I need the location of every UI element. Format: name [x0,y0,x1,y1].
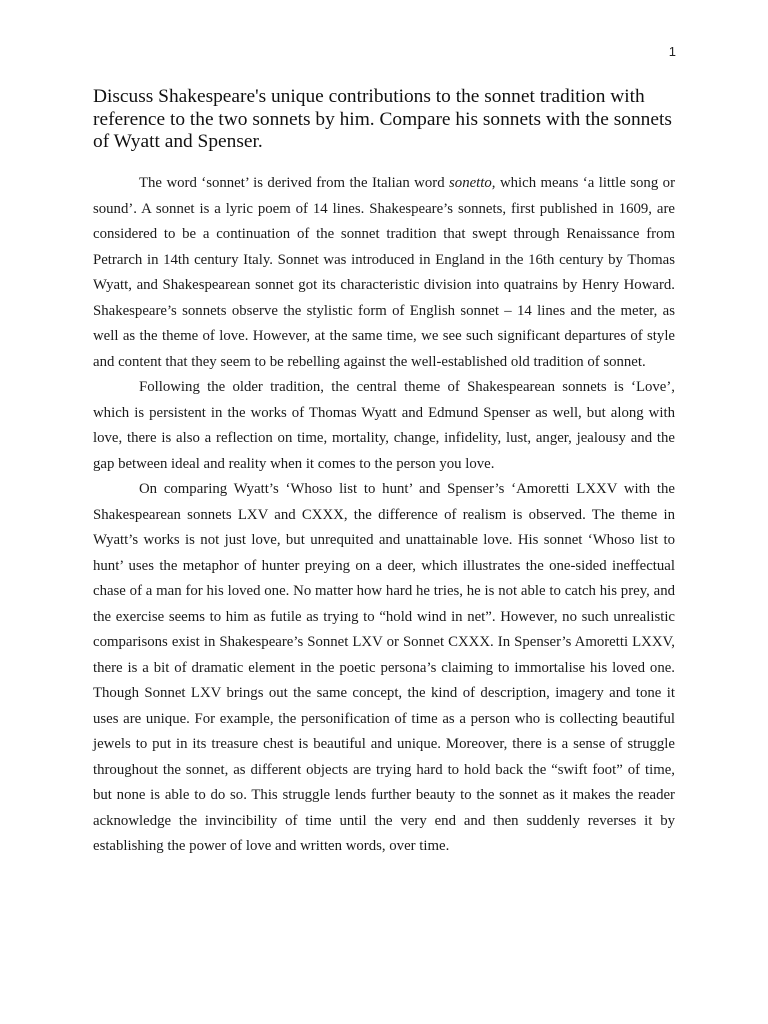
paragraph-3: On comparing Wyatt’s ‘Whoso list to hunt’ and Spenser’s ‘Amoretti LXXV with the Shakespearean sonnets LXV and CXXX, the difference of realism is observed. The theme in Wyatt’s works is not just love, but unrequited and unattainable love. His sonnet ‘Whoso list to hunt’ uses the metaphor of hunter preying on a deer, which illustrates the one-sided ineffectual chase of a man for his loved one. No matter how hard he tries, he is not able to catch his prey, and the exercise seems to him as futile as trying to “hold wind in net”. However, no such unrealistic comparisons exist in Shakespeare’s Sonnet LXV or Sonnet CXXX. In Spenser’s Amoretti LXXV, there is a bit of dramatic element in the poetic persona’s claiming to immortalise his loved one. Though Sonnet LXV brings out the same concept, the kind of description, imagery and tone it uses are unique. For example, the personification of time as a person who is collecting beautiful jewels to put in its treasure chest is beautiful and unique. Moreover, there is a sense of struggle throughout the sonnet, as different objects are trying hard to hold back the “swift foot” of time, but none is able to do so. This struggle lends further beauty to the sonnet as it makes the reader acknowledge the invincibility of time until the very end and then suddenly reverses it by establishing the power of love and written words, over time. [93,481,675,854]
paragraph-1-rest: which means ‘a little song or sound’. A sonnet is a lyric poem of 14 lines. Shakespeare’s sonnets, first published in 1609, are considered to be a continuation of the sonnet tradition that swept through Renaissance from Petrarch in 14th century Italy. Sonnet was introduced in England in the 16th century by Thomas Wyatt, and Shakespearean sonnet got its characteristic division into quatrains by Henry Howard. Shakespeare’s sonnets observe the stylistic form of English sonnet – 14 lines and the meter, as well as the theme of love. However, at the same time, we see such significant departures of style and content that they seem to be rebelling against the well-established old tradition of sonnet. [93,175,675,370]
italic-term-sonetto: sonetto, [449,175,496,191]
page-number: 1 [668,44,676,59]
essay-question-heading: Discuss Shakespeare's unique contributions to the sonnet tradition with reference to the two sonnets by him. Compare his sonnets with the sonnets of Wyatt and Spenser. [93,86,672,152]
paragraph-1-intro: The word ‘sonnet’ is derived from the Italian word [139,175,450,191]
paragraph-2: Following the older tradition, the central theme of Shakespearean sonnets is ‘Love’, which is persistent in the works of Thomas Wyatt and Edmund Spenser as well, but along with love, there is also a reflection on time, mortality, change, infidelity, lust, anger, jealousy and the gap between ideal and reality when it comes to the person you love. [93,379,675,472]
paragraph-1 [93,171,675,375]
essay-body [93,171,675,860]
